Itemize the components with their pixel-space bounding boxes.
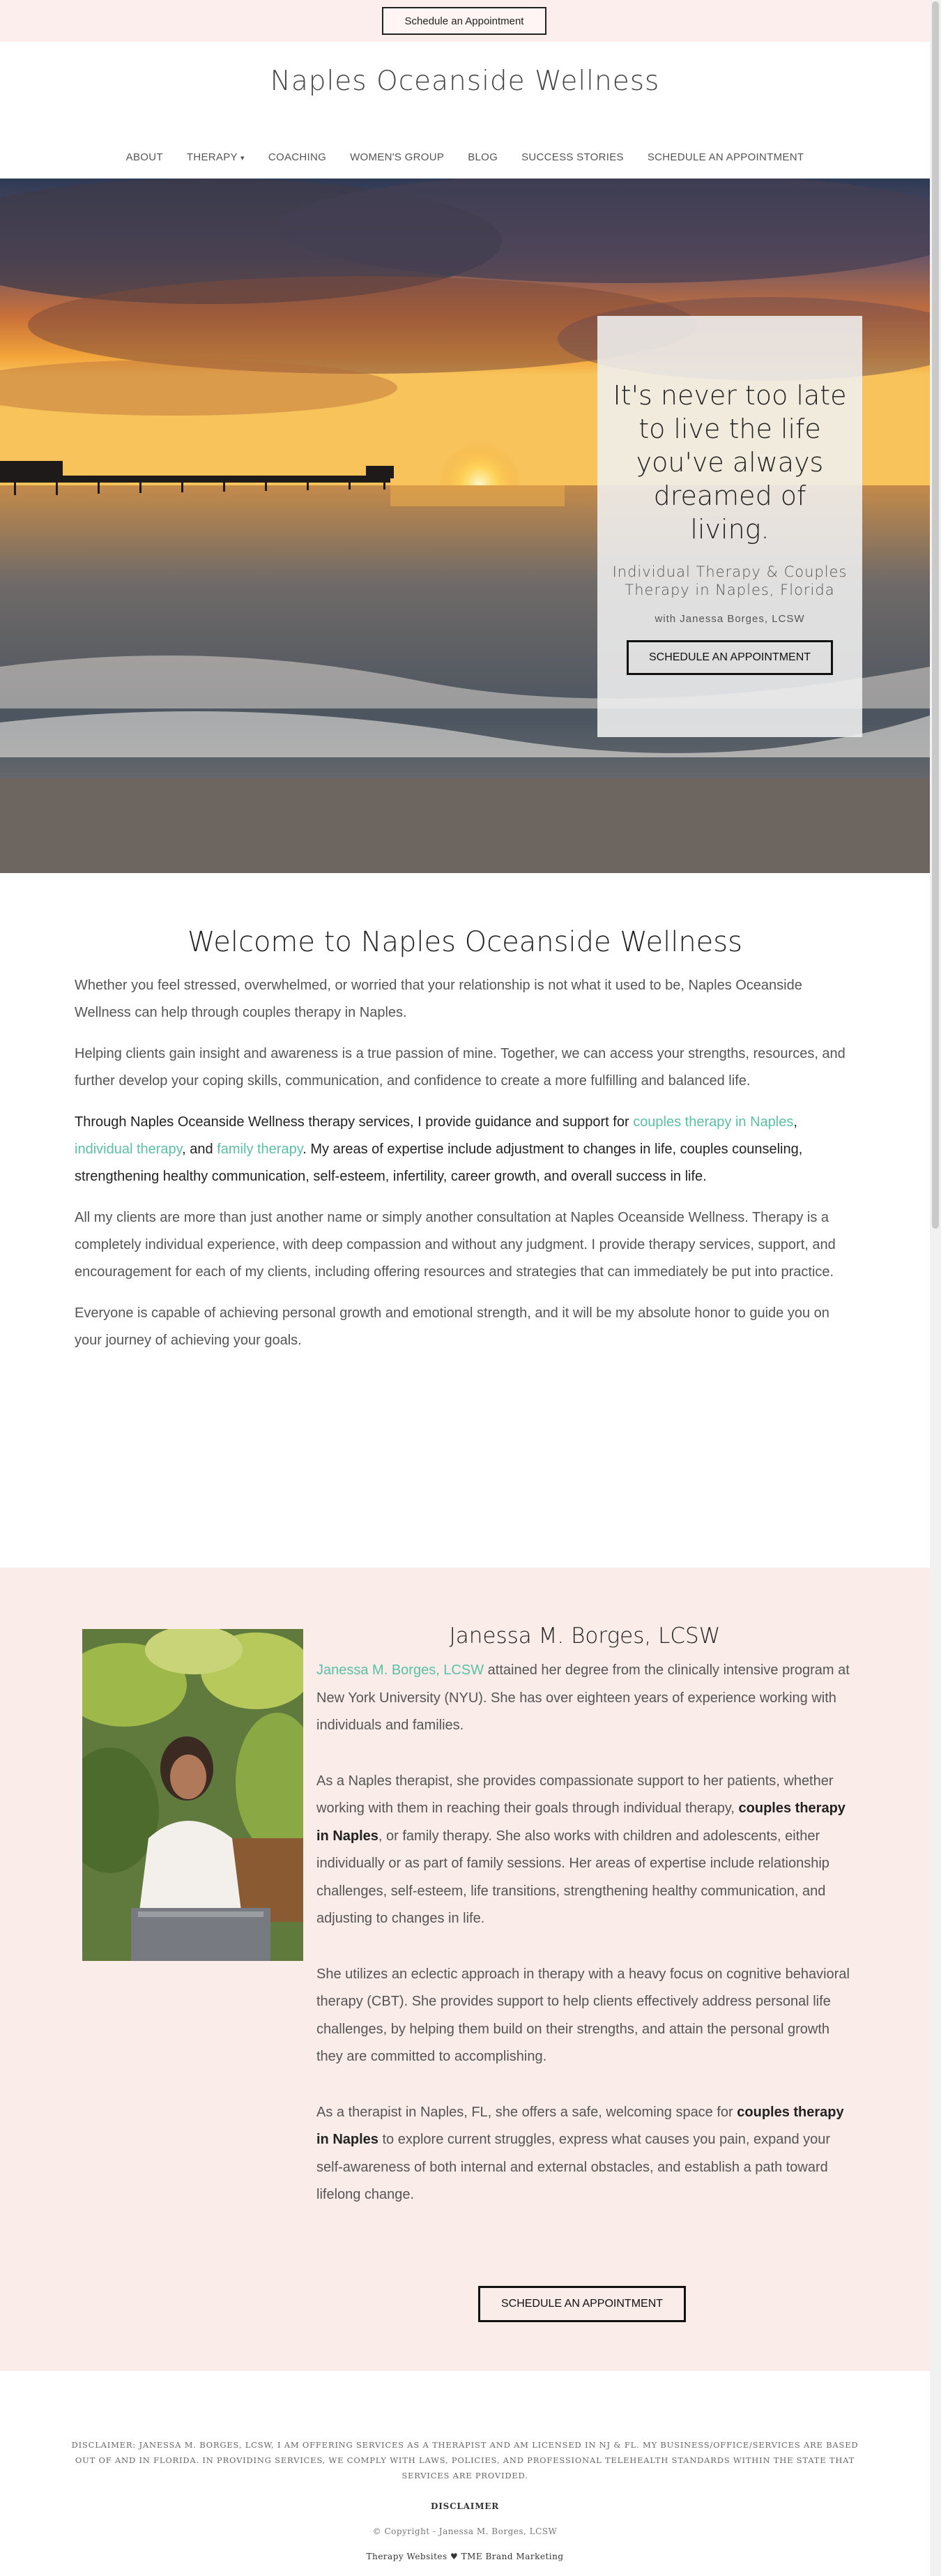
page-scrollbar[interactable] xyxy=(930,0,941,2576)
about-paragraph-1 xyxy=(316,1657,853,1740)
welcome-title: Welcome to Naples Oceanside Wellness xyxy=(188,926,742,958)
heart-icon: ♥ xyxy=(450,2552,459,2561)
footer-credit xyxy=(0,2552,930,2561)
about-p4-bold: couples therapy in Naples xyxy=(316,2104,844,2147)
welcome-paragraph-5: Everyone is capable of achieving personal growth and emotional strength, and it will be my absolute honor to guide you on your journey of achieving your goals. xyxy=(75,1305,829,1348)
therapy-websites-link[interactable]: Therapy Websites xyxy=(366,2552,447,2561)
individual-therapy-link[interactable]: individual therapy xyxy=(75,1142,183,1157)
about-p4-text-a: As a therapist in Naples, FL, she offers a safe, welcoming space for xyxy=(316,2104,737,2120)
main-nav xyxy=(0,151,930,163)
chevron-down-icon: ▾ xyxy=(240,154,245,162)
schedule-appointment-top-button[interactable]: Schedule an Appointment xyxy=(382,7,546,35)
welcome-p3-text-c: , and xyxy=(182,1142,217,1157)
footer-disclaimer-text: DISCLAIMER: JANESSA M. BORGES, LCSW, I AM OFFERING SERVICES AS A THERAPIST AND AM LICENSED IN NJ & FL. MY BUSINESS/OFFICE/SERVICES ARE BASED OUT OF AND IN FLORIDA. IN PROVIDING SERVICES, WE COMPLY WITH LAWS, POLICIES, AND PROFESSIONAL TELEHEALTH STANDARDS WITHIN THE STATE THAT SERVICES ARE PROVIDED. xyxy=(71,2440,859,2480)
about-paragraph-2 xyxy=(316,1768,853,1933)
about-paragraph-3: She utilizes an eclectic approach in therapy with a heavy focus on cognitive behavioral therapy (CBT). She provides support to help clients effectively address personal life challenges, by helping them build on their strengths, and attain the personal growth they are committed to accomplishing. xyxy=(316,1966,850,2064)
hero-byline: with Janessa Borges, LCSW xyxy=(655,613,805,625)
scrollbar-thumb[interactable] xyxy=(932,1,939,1229)
therapist-photo xyxy=(82,1629,303,1961)
nav-coaching[interactable]: COACHING xyxy=(268,151,327,163)
welcome-p3-text-b: , xyxy=(793,1114,797,1130)
nav-blog[interactable]: BLOG xyxy=(468,151,498,163)
footer-copyright: © Copyright - Janessa M. Borges, LCSW xyxy=(372,2526,558,2536)
about-p1-text: attained her degree from the clinically intensive program at New York University (NYU). She has over eighteen years of experience working with individuals and families. xyxy=(316,1662,850,1733)
welcome-paragraph-2: Helping clients gain insight and awareness is a true passion of mine. Together, we can access your strengths, resources, and further develop your coping skills, communication, and confidence to create a more fulfilling and balanced life. xyxy=(75,1046,846,1089)
nav-schedule-appointment[interactable]: SCHEDULE AN APPOINTMENT xyxy=(647,151,804,163)
hero-headline: It's never too late to live the life you've always dreamed of living. xyxy=(613,380,847,545)
welcome-section xyxy=(75,926,855,1354)
welcome-p3-text-a: Through Naples Oceanside Wellness therapy services, I provide guidance and support for xyxy=(75,1114,634,1130)
about-section xyxy=(0,1568,930,2371)
nav-therapy[interactable] xyxy=(175,151,257,163)
couples-therapy-link[interactable]: couples therapy in Naples xyxy=(633,1114,794,1130)
top-bar xyxy=(0,0,930,42)
site-title[interactable]: Naples Oceanside Wellness xyxy=(270,66,660,97)
welcome-p3-text-d: . My areas of expertise include adjustment to changes in life, couples counseling, strengthening healthy communication, self-esteem, infertility, career growth, and overall success in life. xyxy=(75,1142,803,1184)
nav-success-stories[interactable]: SUCCESS STORIES xyxy=(521,151,624,163)
about-schedule-button[interactable]: SCHEDULE AN APPOINTMENT xyxy=(478,2286,686,2322)
hero-card xyxy=(597,316,862,737)
hero-schedule-button[interactable]: SCHEDULE AN APPOINTMENT xyxy=(627,640,833,675)
nav-womens-group[interactable]: WOMEN'S GROUP xyxy=(350,151,445,163)
hero-section xyxy=(0,179,930,873)
therapist-name: Janessa M. Borges, LCSW xyxy=(449,1623,721,1649)
about-p2-text-b: , or family therapy. She also works with children and adolescents, either individually or as part of family sessions. Her areas of expertise include relationship challenges, self-esteem, life transitions, strengthening healthy communication, and adjusting to changes in life. xyxy=(316,1828,829,1926)
about-p2-text-a: As a Naples therapist, she provides compassionate support to her patients, whether working with them in reaching their goals through individual therapy, xyxy=(316,1773,834,1816)
nav-therapy-label: THERAPY xyxy=(186,151,238,163)
family-therapy-link[interactable]: family therapy xyxy=(217,1142,303,1157)
welcome-paragraph-1: Whether you feel stressed, overwhelmed, or worried that your relationship is not what it used to be, Naples Oceanside Wellness can help through couples therapy in Naples. xyxy=(75,978,802,1020)
about-paragraph-4 xyxy=(316,2099,853,2209)
hero-subheadline: Individual Therapy & Couples Therapy in Naples, Florida xyxy=(612,563,848,598)
welcome-paragraph-4: All my clients are more than just another name or simply another consultation at Naples Oceanside Wellness. Therapy is a completely individual experience, with deep compassion and without any judgment. I provide therapy services, support, and encouragement for each of my clients, including offering resources and strategies that can immediately be put into practice. xyxy=(75,1210,836,1280)
welcome-paragraph-3 xyxy=(75,1109,855,1190)
about-p2-bold: couples therapy in Naples xyxy=(316,1801,846,1844)
therapist-photo-image xyxy=(82,1629,303,1961)
footer-disclaimer-link[interactable]: DISCLAIMER xyxy=(431,2501,499,2511)
therapist-name-link[interactable]: Janessa M. Borges, LCSW xyxy=(316,1662,484,1678)
tme-brand-marketing-link[interactable]: TME Brand Marketing xyxy=(461,2552,564,2561)
about-p4-text-b: to explore current struggles, express what causes you pain, expand your self-awareness of both internal and external obstacles, and establish a path toward lifelong change. xyxy=(316,2132,831,2202)
footer xyxy=(0,2437,930,2561)
about-text xyxy=(316,1623,853,2237)
nav-about[interactable]: ABOUT xyxy=(125,151,163,163)
